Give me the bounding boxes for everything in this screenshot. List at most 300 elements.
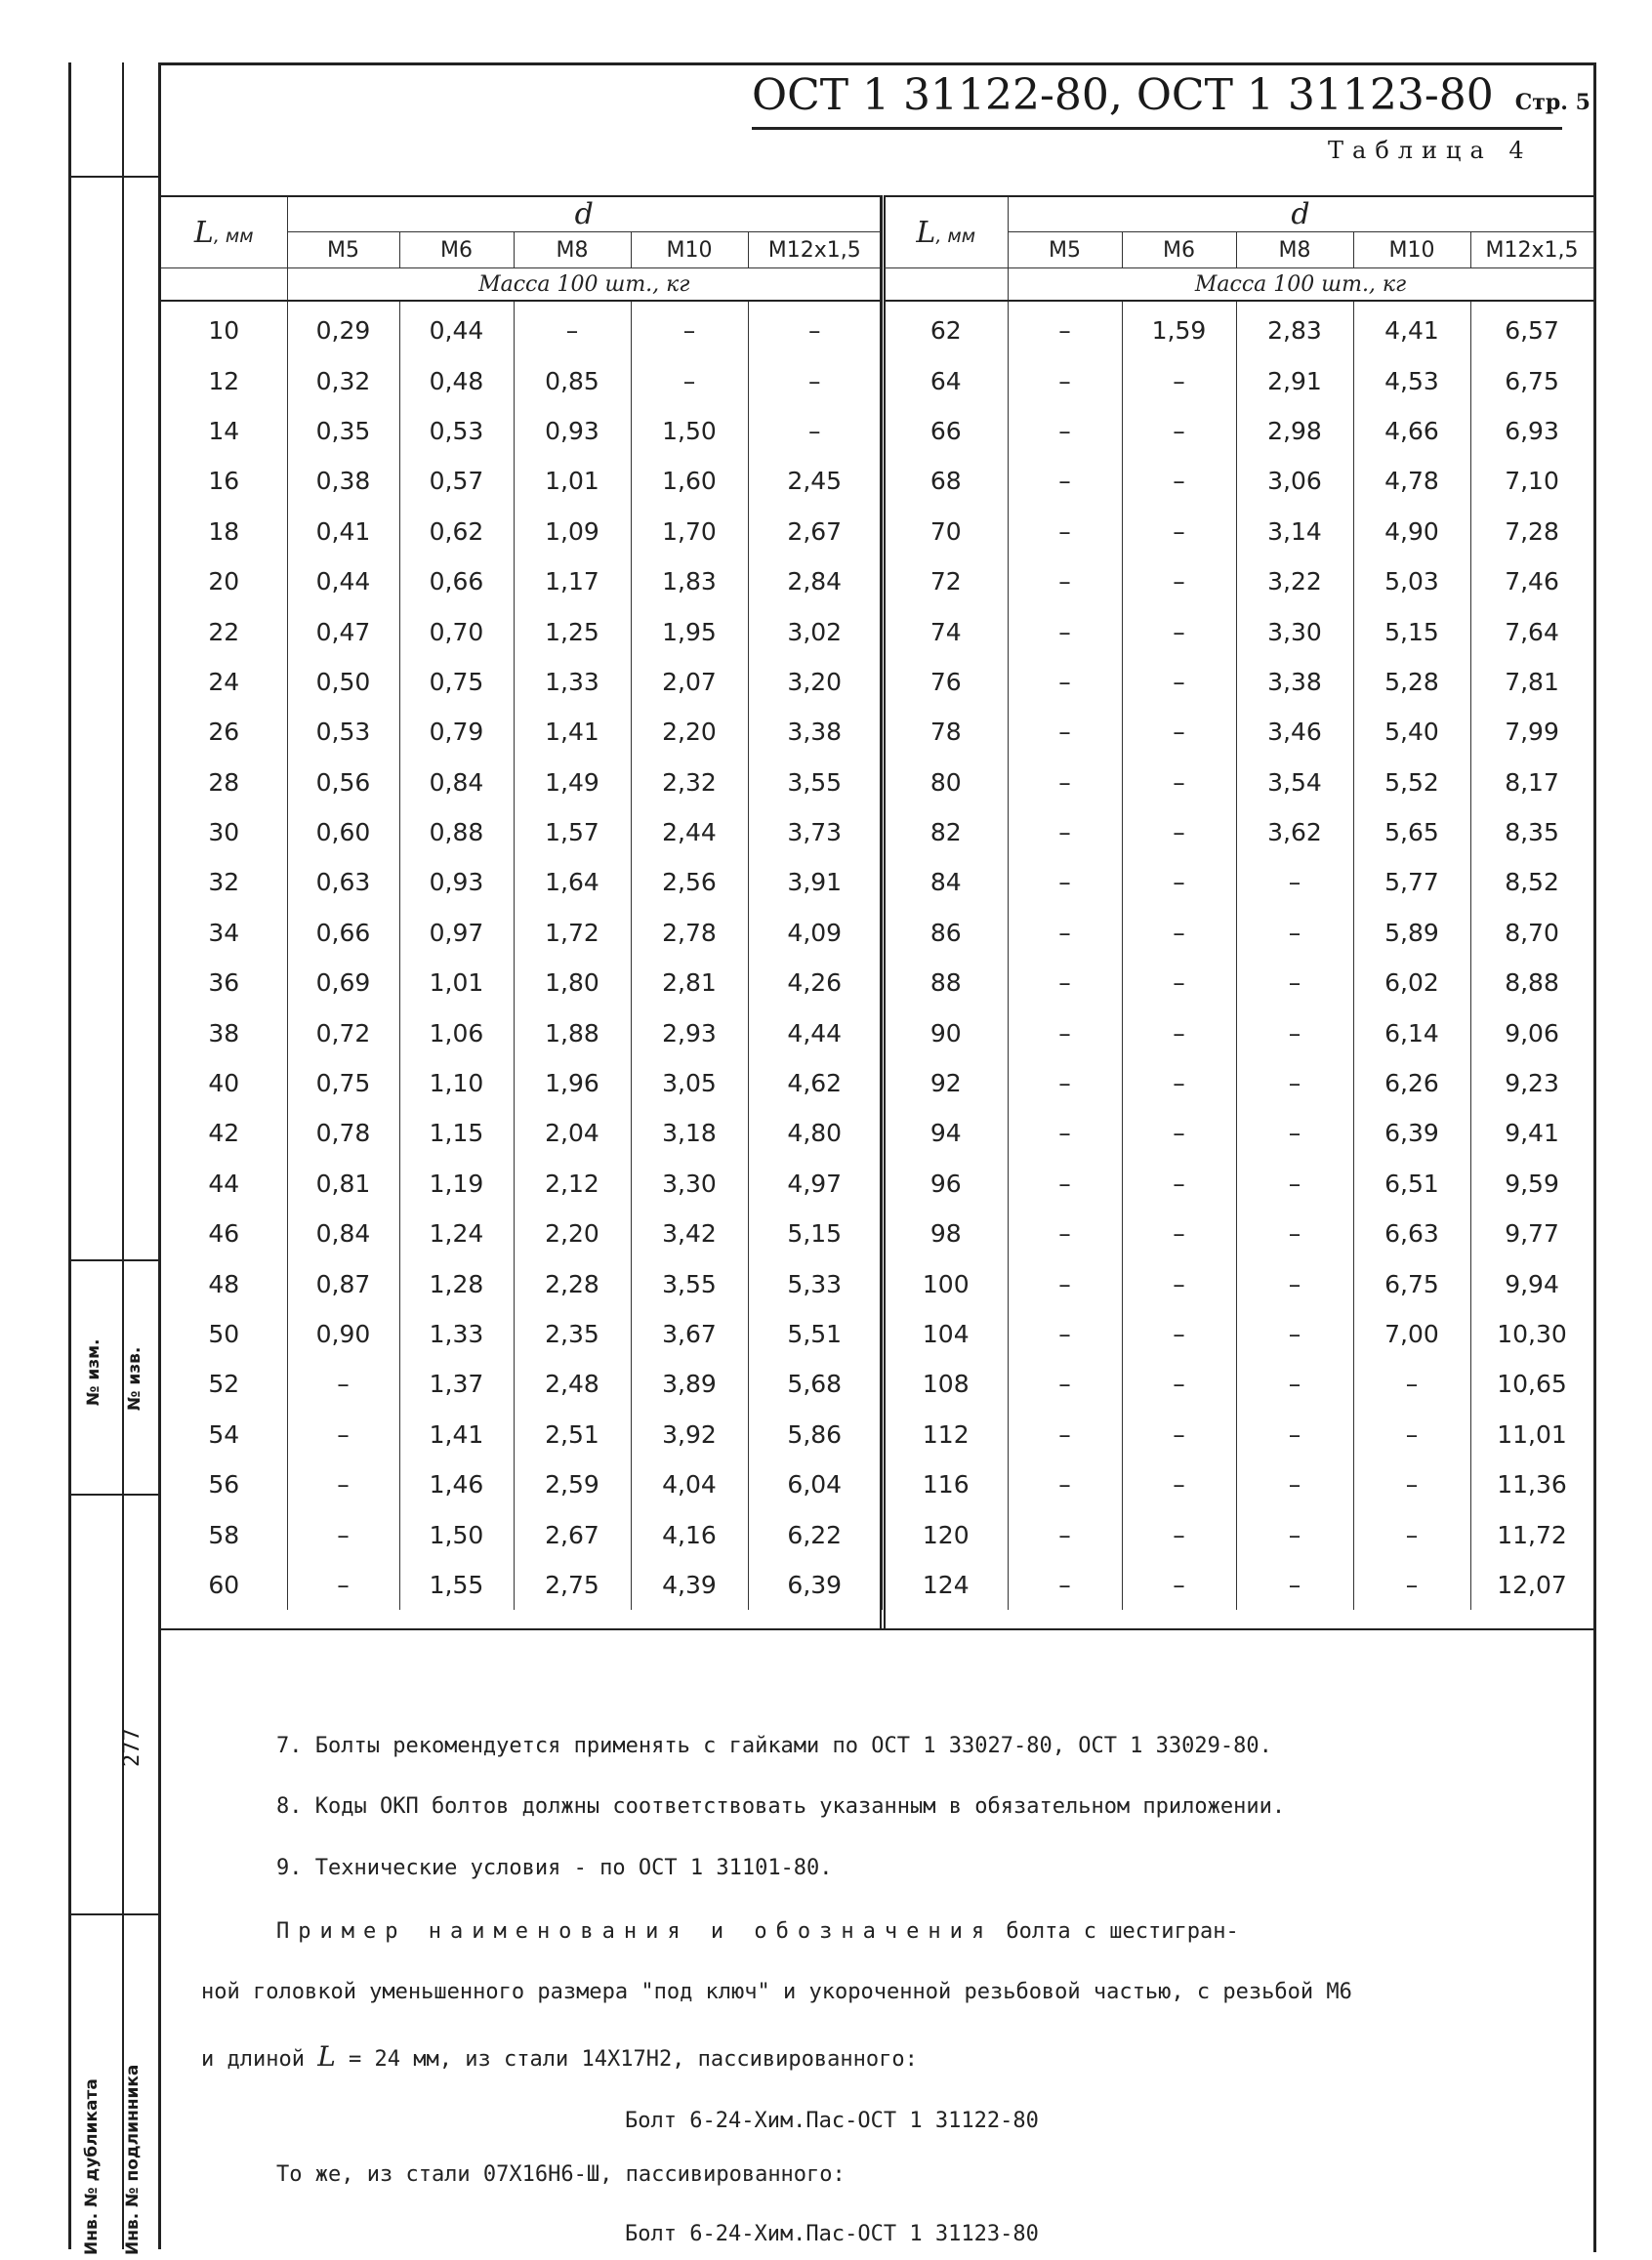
mass-cell: 3,38 [1236, 657, 1353, 707]
mass-cell: 0,57 [399, 456, 514, 506]
mass-cell: – [748, 355, 882, 405]
length-cell: 90 [885, 1007, 1008, 1057]
column-header: M6 [1122, 232, 1236, 268]
mass-cell: – [287, 1509, 399, 1559]
header-underline [752, 127, 1562, 130]
table-row [885, 1258, 1593, 1308]
mass-cell: 1,41 [514, 707, 631, 757]
table-row [885, 1410, 1593, 1459]
mass-cell: 1,49 [514, 758, 631, 807]
mass-cell: – [1236, 958, 1353, 1007]
table-row [161, 908, 882, 958]
margin-izv-label: № изв. [125, 1346, 145, 1411]
margin-sheet-number: 277 [120, 1728, 145, 1767]
column-header: M12x1,5 [1470, 232, 1593, 268]
mass-cell: 0,35 [287, 406, 399, 456]
d-header: d [287, 196, 882, 232]
table-row [161, 1560, 882, 1610]
mass-cell: 6,04 [748, 1459, 882, 1509]
mass-cell: – [1008, 1459, 1122, 1509]
bolt-designation-1: Болт 6-24-Хим.Пас-ОСТ 1 31122-80 [625, 2109, 1039, 2133]
mass-cell: 1,01 [514, 456, 631, 506]
table-row [885, 507, 1593, 556]
mass-cell: 6,22 [748, 1509, 882, 1559]
column-header: M8 [514, 232, 631, 268]
table-row [885, 606, 1593, 656]
example-line-2: ной головкой уменьшенного размера "под ключ" и укороченной резьбовой частью, с резьбой М6 [201, 1980, 1352, 2004]
mass-cell: 4,78 [1353, 456, 1470, 506]
mass-cell: 11,01 [1470, 1410, 1593, 1459]
mass-cell: 1,10 [399, 1058, 514, 1108]
mass-cell: 3,30 [631, 1159, 748, 1209]
mass-cell: 0,85 [514, 355, 631, 405]
mass-cell: 2,83 [1236, 301, 1353, 355]
mass-cell: – [1008, 1007, 1122, 1057]
column-header: M8 [1236, 232, 1353, 268]
blank-cell [885, 268, 1008, 302]
mass-cell: 8,70 [1470, 908, 1593, 958]
table-row [161, 406, 882, 456]
column-header: M5 [1008, 232, 1122, 268]
mass-cell: 1,17 [514, 556, 631, 606]
mass-cell: 12,07 [1470, 1560, 1593, 1610]
mass-cell: 5,15 [1353, 606, 1470, 656]
mass-cell: – [514, 301, 631, 355]
table-row [161, 507, 882, 556]
mass-cell: 2,20 [631, 707, 748, 757]
mass-cell: 2,48 [514, 1359, 631, 1409]
length-cell: 56 [161, 1459, 287, 1509]
mass-cell: 2,91 [1236, 355, 1353, 405]
mass-cell: – [1353, 1560, 1470, 1610]
mass-cell: 0,69 [287, 958, 399, 1007]
mass-cell: – [1008, 1560, 1122, 1610]
length-cell: 68 [885, 456, 1008, 506]
length-cell: 28 [161, 758, 287, 807]
mass-cell: 0,75 [287, 1058, 399, 1108]
mass-cell: 0,88 [399, 807, 514, 857]
mass-cell: – [1008, 1159, 1122, 1209]
table-row [885, 958, 1593, 1007]
mass-cell: 2,45 [748, 456, 882, 506]
mass-cell: – [1008, 1359, 1122, 1409]
mass-cell: 0,72 [287, 1007, 399, 1057]
column-header: M12x1,5 [748, 232, 882, 268]
mass-cell: – [1008, 1108, 1122, 1158]
mass-cell: 1,95 [631, 606, 748, 656]
length-cell: 22 [161, 606, 287, 656]
length-cell: 16 [161, 456, 287, 506]
mass-cell: 1,72 [514, 908, 631, 958]
length-cell: 32 [161, 857, 287, 907]
mass-cell: 4,16 [631, 1509, 748, 1559]
mass-cell: 3,73 [748, 807, 882, 857]
mass-cell: 4,66 [1353, 406, 1470, 456]
table-row [885, 355, 1593, 405]
mass-cell: 1,28 [399, 1258, 514, 1308]
mass-cell: 5,89 [1353, 908, 1470, 958]
length-cell: 62 [885, 301, 1008, 355]
mass-cell: 0,50 [287, 657, 399, 707]
mass-cell: 0,75 [399, 657, 514, 707]
mass-cell: – [1236, 1560, 1353, 1610]
mass-cell: – [1008, 507, 1122, 556]
margin-strip-inner [119, 62, 161, 2249]
mass-cell: 0,63 [287, 857, 399, 907]
length-cell: 46 [161, 1209, 287, 1258]
mass-cell: 2,20 [514, 1209, 631, 1258]
mass-cell: – [1122, 1209, 1236, 1258]
mass-cell: – [1122, 707, 1236, 757]
table-row [161, 807, 882, 857]
mass-cell: 5,65 [1353, 807, 1470, 857]
mass-cell: – [748, 301, 882, 355]
page-number: Стр. 5 [1514, 90, 1590, 115]
table-row [161, 857, 882, 907]
mass-cell: – [1008, 1258, 1122, 1308]
table-row [161, 1509, 882, 1559]
table-row [161, 1058, 882, 1108]
table-row [885, 406, 1593, 456]
table-row [885, 1159, 1593, 1209]
margin-strip-outer [68, 62, 124, 2249]
mass-cell: 2,67 [514, 1509, 631, 1559]
table-row [885, 807, 1593, 857]
mass-cell: – [1008, 1309, 1122, 1359]
table-row [161, 1410, 882, 1459]
length-cell: 82 [885, 807, 1008, 857]
mass-cell: – [631, 301, 748, 355]
mass-cell: – [1008, 1058, 1122, 1108]
mass-cell: 0,60 [287, 807, 399, 857]
mass-cell: – [1236, 1309, 1353, 1359]
mass-cell: 5,77 [1353, 857, 1470, 907]
mass-cell: 1,15 [399, 1108, 514, 1158]
mass-cell: – [1008, 1509, 1122, 1559]
table-row [161, 456, 882, 506]
mass-cell: – [1353, 1359, 1470, 1409]
length-cell: 86 [885, 908, 1008, 958]
length-cell: 64 [885, 355, 1008, 405]
mass-cell: 8,88 [1470, 958, 1593, 1007]
mass-cell: – [1122, 1459, 1236, 1509]
mass-cell: 3,89 [631, 1359, 748, 1409]
l-column-header: L, мм [161, 196, 287, 268]
mass-cell: 1,64 [514, 857, 631, 907]
note-9: 9. Технические условия - по ОСТ 1 31101-80. [276, 1856, 833, 1880]
mass-cell: – [1008, 406, 1122, 456]
table-row [885, 556, 1593, 606]
mass-cell: – [1122, 758, 1236, 807]
example-heading-rest: болта с шестигран- [993, 1919, 1239, 1944]
mass-cell: 2,32 [631, 758, 748, 807]
mass-cell: 9,59 [1470, 1159, 1593, 1209]
mass-cell: 0,93 [399, 857, 514, 907]
mass-cell: 8,17 [1470, 758, 1593, 807]
mass-cell: 6,26 [1353, 1058, 1470, 1108]
mass-cell: 1,59 [1122, 301, 1236, 355]
mass-cell: – [1353, 1410, 1470, 1459]
length-cell: 74 [885, 606, 1008, 656]
table-row [161, 1007, 882, 1057]
mass-cell: 9,41 [1470, 1108, 1593, 1158]
mass-cell: 5,40 [1353, 707, 1470, 757]
margin-inv-podl: Инв. № подлинника [123, 2064, 143, 2255]
mass-cell: 3,18 [631, 1108, 748, 1158]
mass-cell: 0,47 [287, 606, 399, 656]
mass-cell: – [1236, 857, 1353, 907]
mass-cell: 1,33 [514, 657, 631, 707]
length-cell: 104 [885, 1309, 1008, 1359]
mass-cell: 0,79 [399, 707, 514, 757]
mass-cell: – [1236, 1108, 1353, 1158]
mass-cell: 6,39 [748, 1560, 882, 1610]
table-row [161, 355, 882, 405]
length-cell: 84 [885, 857, 1008, 907]
table-row [885, 1359, 1593, 1409]
margin-divider [68, 1259, 158, 1261]
mass-cell: – [1008, 456, 1122, 506]
margin-divider [68, 1913, 158, 1915]
mass-cell: 2,78 [631, 908, 748, 958]
blank-cell [161, 268, 287, 302]
mass-header: Масса 100 шт., кг [287, 268, 882, 302]
mass-cell: 1,41 [399, 1410, 514, 1459]
mass-cell: 1,50 [631, 406, 748, 456]
example-line-1 [276, 1919, 1239, 1944]
margin-inv-dubl: Инв. № дубликата [82, 2078, 102, 2255]
mass-cell: 1,88 [514, 1007, 631, 1057]
length-cell: 12 [161, 355, 287, 405]
table-row [161, 556, 882, 606]
mass-cell: 11,72 [1470, 1509, 1593, 1559]
mass-cell: 0,53 [287, 707, 399, 757]
mass-cell: 0,84 [399, 758, 514, 807]
mass-cell: – [1122, 657, 1236, 707]
mass-cell: 5,33 [748, 1258, 882, 1308]
mass-cell: 3,06 [1236, 456, 1353, 506]
mass-cell: 1,55 [399, 1560, 514, 1610]
mass-cell: 3,67 [631, 1309, 748, 1359]
mass-cell: 0,97 [399, 908, 514, 958]
mass-cell: 3,91 [748, 857, 882, 907]
mass-cell: 5,03 [1353, 556, 1470, 606]
mass-table-right [885, 195, 1594, 1610]
mass-cell: – [1236, 908, 1353, 958]
length-cell: 24 [161, 657, 287, 707]
length-cell: 20 [161, 556, 287, 606]
mass-cell: 6,75 [1353, 1258, 1470, 1308]
mass-cell: 2,93 [631, 1007, 748, 1057]
table-row [161, 1258, 882, 1308]
mass-cell: 6,63 [1353, 1209, 1470, 1258]
mass-cell: – [1236, 1509, 1353, 1559]
table-row [161, 1359, 882, 1409]
mass-cell: 3,30 [1236, 606, 1353, 656]
mass-cell: 10,30 [1470, 1309, 1593, 1359]
length-cell: 72 [885, 556, 1008, 606]
mass-cell: 11,36 [1470, 1459, 1593, 1509]
mass-cell: 1,96 [514, 1058, 631, 1108]
mass-cell: – [1122, 807, 1236, 857]
length-cell: 94 [885, 1108, 1008, 1158]
table-row [885, 758, 1593, 807]
table-row [161, 758, 882, 807]
table-row [885, 908, 1593, 958]
mass-cell: – [1008, 657, 1122, 707]
mass-cell: – [1122, 406, 1236, 456]
mass-cell: 1,25 [514, 606, 631, 656]
table-row [161, 606, 882, 656]
mass-cell: – [1008, 958, 1122, 1007]
table-row [885, 657, 1593, 707]
mass-cell: – [287, 1410, 399, 1459]
mass-cell: 5,52 [1353, 758, 1470, 807]
mass-cell: 2,35 [514, 1309, 631, 1359]
mass-cell: – [1122, 1108, 1236, 1158]
mass-cell: – [1008, 1209, 1122, 1258]
mass-cell: – [748, 406, 882, 456]
mass-cell: 1,70 [631, 507, 748, 556]
example-heading: Пример наименования и обозначения [276, 1919, 994, 1944]
mass-cell: 4,44 [748, 1007, 882, 1057]
mass-cell: – [1008, 355, 1122, 405]
mass-cell: 0,78 [287, 1108, 399, 1158]
mass-cell: 1,46 [399, 1459, 514, 1509]
mass-cell: – [287, 1359, 399, 1409]
mass-cell: 2,04 [514, 1108, 631, 1158]
table-row [161, 657, 882, 707]
mass-cell: – [1008, 807, 1122, 857]
mass-cell: 3,38 [748, 707, 882, 757]
mass-cell: 3,46 [1236, 707, 1353, 757]
table-bottom-rule [158, 1628, 1593, 1630]
mass-cell: 0,44 [287, 556, 399, 606]
example-line-3-post: = 24 мм, из стали 14Х17Н2, пассивированного: [335, 2047, 918, 2072]
mass-cell: 1,24 [399, 1209, 514, 1258]
mass-cell: 0,62 [399, 507, 514, 556]
mass-cell: – [287, 1560, 399, 1610]
mass-cell: 3,92 [631, 1410, 748, 1459]
mass-cell: 6,02 [1353, 958, 1470, 1007]
mass-cell: 4,26 [748, 958, 882, 1007]
example-line-3 [201, 2040, 918, 2073]
table-row [885, 1209, 1593, 1258]
mass-cell: 2,81 [631, 958, 748, 1007]
length-cell: 36 [161, 958, 287, 1007]
mass-header: Масса 100 шт., кг [1008, 268, 1593, 302]
mass-cell: 4,80 [748, 1108, 882, 1158]
mass-cell: 2,67 [748, 507, 882, 556]
note-7: 7. Болты рекомендуется применять с гайками по ОСТ 1 33027-80, ОСТ 1 33029-80. [276, 1734, 1272, 1758]
mass-cell: – [1236, 1410, 1353, 1459]
mass-cell: 1,57 [514, 807, 631, 857]
column-header: M10 [1353, 232, 1470, 268]
mass-cell: 7,81 [1470, 657, 1593, 707]
table-row [885, 1560, 1593, 1610]
length-cell: 60 [161, 1560, 287, 1610]
table-row [885, 1459, 1593, 1509]
mass-cell: – [1236, 1159, 1353, 1209]
mass-cell: 2,12 [514, 1159, 631, 1209]
mass-cell: – [1122, 1560, 1236, 1610]
table-row [161, 1209, 882, 1258]
mass-cell: – [1122, 1509, 1236, 1559]
mass-cell: 0,84 [287, 1209, 399, 1258]
mass-cell: – [1122, 606, 1236, 656]
mass-table-left [161, 195, 883, 1610]
mass-cell: 0,93 [514, 406, 631, 456]
mass-cell: 3,02 [748, 606, 882, 656]
length-cell: 96 [885, 1159, 1008, 1209]
mass-cell: 0,41 [287, 507, 399, 556]
mass-cell: 1,01 [399, 958, 514, 1007]
length-cell: 54 [161, 1410, 287, 1459]
table-row [885, 1509, 1593, 1559]
mass-cell: 8,35 [1470, 807, 1593, 857]
mass-cell: – [1236, 1258, 1353, 1308]
mass-cell: – [1008, 758, 1122, 807]
mass-cell: 0,56 [287, 758, 399, 807]
length-cell: 34 [161, 908, 287, 958]
mass-cell: 0,87 [287, 1258, 399, 1308]
mass-cell: 3,62 [1236, 807, 1353, 857]
mass-cell: – [1236, 1007, 1353, 1057]
mass-cell: 0,90 [287, 1309, 399, 1359]
length-cell: 30 [161, 807, 287, 857]
table-row [885, 456, 1593, 506]
column-header: M6 [399, 232, 514, 268]
mass-cell: 7,28 [1470, 507, 1593, 556]
mass-cell: 3,54 [1236, 758, 1353, 807]
mass-cell: 3,05 [631, 1058, 748, 1108]
mass-cell: 4,41 [1353, 301, 1470, 355]
table-row [885, 301, 1593, 355]
length-cell: 112 [885, 1410, 1008, 1459]
example-line-3-pre: и длиной [201, 2047, 318, 2072]
mass-cell: 7,00 [1353, 1309, 1470, 1359]
mass-cell: 9,94 [1470, 1258, 1593, 1308]
mass-cell: 0,70 [399, 606, 514, 656]
mass-cell: 3,55 [631, 1258, 748, 1308]
mass-cell: 3,42 [631, 1209, 748, 1258]
mass-cell: 7,99 [1470, 707, 1593, 757]
length-cell: 40 [161, 1058, 287, 1108]
mass-cell: 0,66 [287, 908, 399, 958]
mass-cell: 7,10 [1470, 456, 1593, 506]
mass-cell: – [1236, 1459, 1353, 1509]
mass-cell: 6,75 [1470, 355, 1593, 405]
length-cell: 52 [161, 1359, 287, 1409]
mass-cell: 1,60 [631, 456, 748, 506]
mass-cell: 2,07 [631, 657, 748, 707]
table-label: Таблица 4 [1328, 137, 1533, 164]
mass-cell: – [1122, 1309, 1236, 1359]
length-cell: 26 [161, 707, 287, 757]
mass-cell: 9,23 [1470, 1058, 1593, 1108]
mass-cell: 5,15 [748, 1209, 882, 1258]
mass-cell: 0,29 [287, 301, 399, 355]
length-cell: 78 [885, 707, 1008, 757]
mass-cell: 1,33 [399, 1309, 514, 1359]
mass-cell: – [287, 1459, 399, 1509]
mass-cell: 9,77 [1470, 1209, 1593, 1258]
length-cell: 92 [885, 1058, 1008, 1108]
length-cell: 44 [161, 1159, 287, 1209]
mass-cell: 2,75 [514, 1560, 631, 1610]
table-body-left [161, 301, 882, 1610]
mass-cell: 3,20 [748, 657, 882, 707]
